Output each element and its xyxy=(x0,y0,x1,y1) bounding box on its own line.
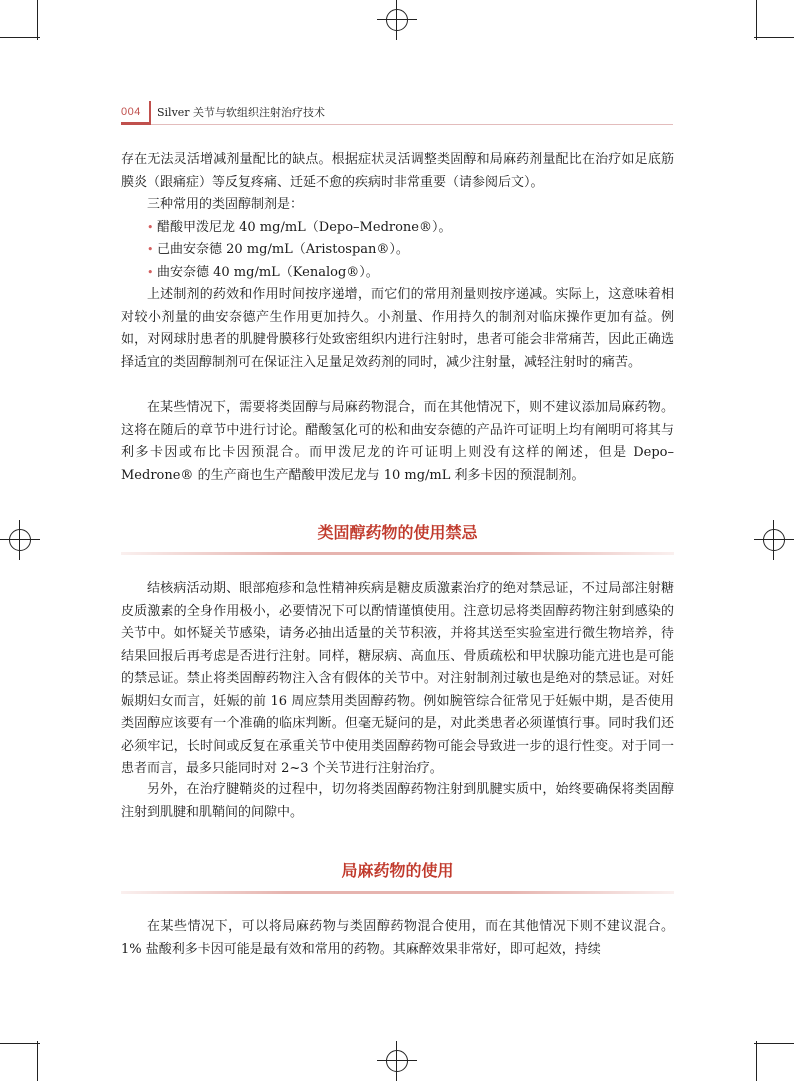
intro-paragraph-1: 存在无法灵活增减剂量配比的缺点。根据症状灵活调整类固醇和局麻药剂量配比在治疗如足底筋膜炎（跟痛症）等反复疼痛、迁延不愈的疾病时非常重要（请参阅后文）。 xyxy=(121,152,674,190)
section2-paragraph-1: 在某些情况下，可以将局麻药物与类固醇药物混合使用，而在其他情况下则不建议混合。1% 盐酸利多卡因可能是最有效和常用的药物。其麻醉效果非常好，即可起效，持续 xyxy=(121,919,674,957)
header-divider xyxy=(149,101,151,123)
header-accent xyxy=(121,122,151,125)
page-number: 004 xyxy=(121,106,141,118)
bullet-icon: • xyxy=(147,220,154,234)
section-rule xyxy=(121,891,674,894)
list-item: • 曲安奈德 40 mg/mL（Kenalog®）。 xyxy=(121,262,674,285)
intro-paragraph-2: 上述制剂的药效和作用时间按序递增，而它们的常用剂量则按序递减。实际上，这意味着相对较小剂量的曲安奈德产生作用更加持久。小剂量、作用持久的制剂对临床操作更加有益。例如，对网球肘患者的肌腱骨膜移行处致密组织内进行注射时，患者可能会非常痛苦，因此正确选择适宜的类固醇制剂可在保证注入足量足效药剂的同时，减少注射量，减轻注射时的痛苦。 xyxy=(121,287,674,370)
steroid-list xyxy=(121,194,674,284)
registration-mark-top xyxy=(377,0,417,40)
section-title-contraindications: 类固醇药物的使用禁忌 xyxy=(317,523,478,542)
bullet-icon: • xyxy=(147,265,154,279)
running-header xyxy=(121,102,325,122)
list-lead: 三种常用的类固醇制剂是： xyxy=(147,197,304,212)
section1-paragraph-1: 结核病活动期、眼部疱疹和急性精神疾病是糖皮质激素治疗的绝对禁忌证，不过局部注射糖皮质激素的全身作用极小，必要情况下可以酌情谨慎使用。注意切忌将类固醇药物注射到感染的关节中。如怀疑关节感染，请务必抽出适量的关节积液，并将其送至实验室进行微生物培养，待结果回报后再考虑是否进行注射。同样，糖尿病、高血压、骨质疏松和甲状腺功能亢进也是可能的禁忌证。禁止将类固醇药物注入含有假体的关节中。对注射制剂过敏也是绝对的禁忌证。对妊娠期妇女而言，妊娠的前 16 周应禁用类固醇药物。例如腕管综合征常见于妊娠中期，是否使用类固醇应该要有一个准确的临床判断。但毫无疑问的是，对此类患者必须谨慎行事。同时我们还必须牢记，长时间或反复在承重关节中使用类固醇药物可能会导致进一步的退行性变。对于同一患者而言，最多只能同时对 2~3 个关节进行注射治疗。 xyxy=(121,581,674,776)
registration-mark-bottom xyxy=(377,1041,417,1081)
registration-mark-right xyxy=(754,520,794,560)
section1-paragraph-2: 另外，在治疗腱鞘炎的过程中，切勿将类固醇药物注射到肌腱实质中，始终要确保将类固醇注射到肌腱和肌鞘间的间隙中。 xyxy=(121,782,674,820)
list-item: • 己曲安奈德 20 mg/mL（Aristospan®）。 xyxy=(121,239,674,262)
bullet-icon: • xyxy=(147,243,154,256)
section-rule xyxy=(121,552,674,555)
book-title: Silver 关节与软组织注射治疗技术 xyxy=(157,106,326,119)
intro-paragraph-3: 在某些情况下，需要将类固醇与局麻药物混合，而在其他情况下，则不建议添加局麻药物。这将在随后的章节中进行讨论。醋酸氢化可的松和曲安奈德的产品许可证明上均有阐明可将其与利多卡因或布比卡因预混合。而甲泼尼龙的许可证明上则没有这样的阐述，但是 Depo–Medrone® 的生产商也生产醋酸甲泼尼龙与 10 mg/mL 利多卡因的预混制剂。 xyxy=(121,400,674,483)
registration-mark-left xyxy=(0,520,40,560)
section-title-local-anesthetics: 局麻药物的使用 xyxy=(341,861,454,880)
list-item: • 醋酸甲泼尼龙 40 mg/mL（Depo–Medrone®）。 xyxy=(121,217,674,240)
header-rule xyxy=(121,124,673,125)
